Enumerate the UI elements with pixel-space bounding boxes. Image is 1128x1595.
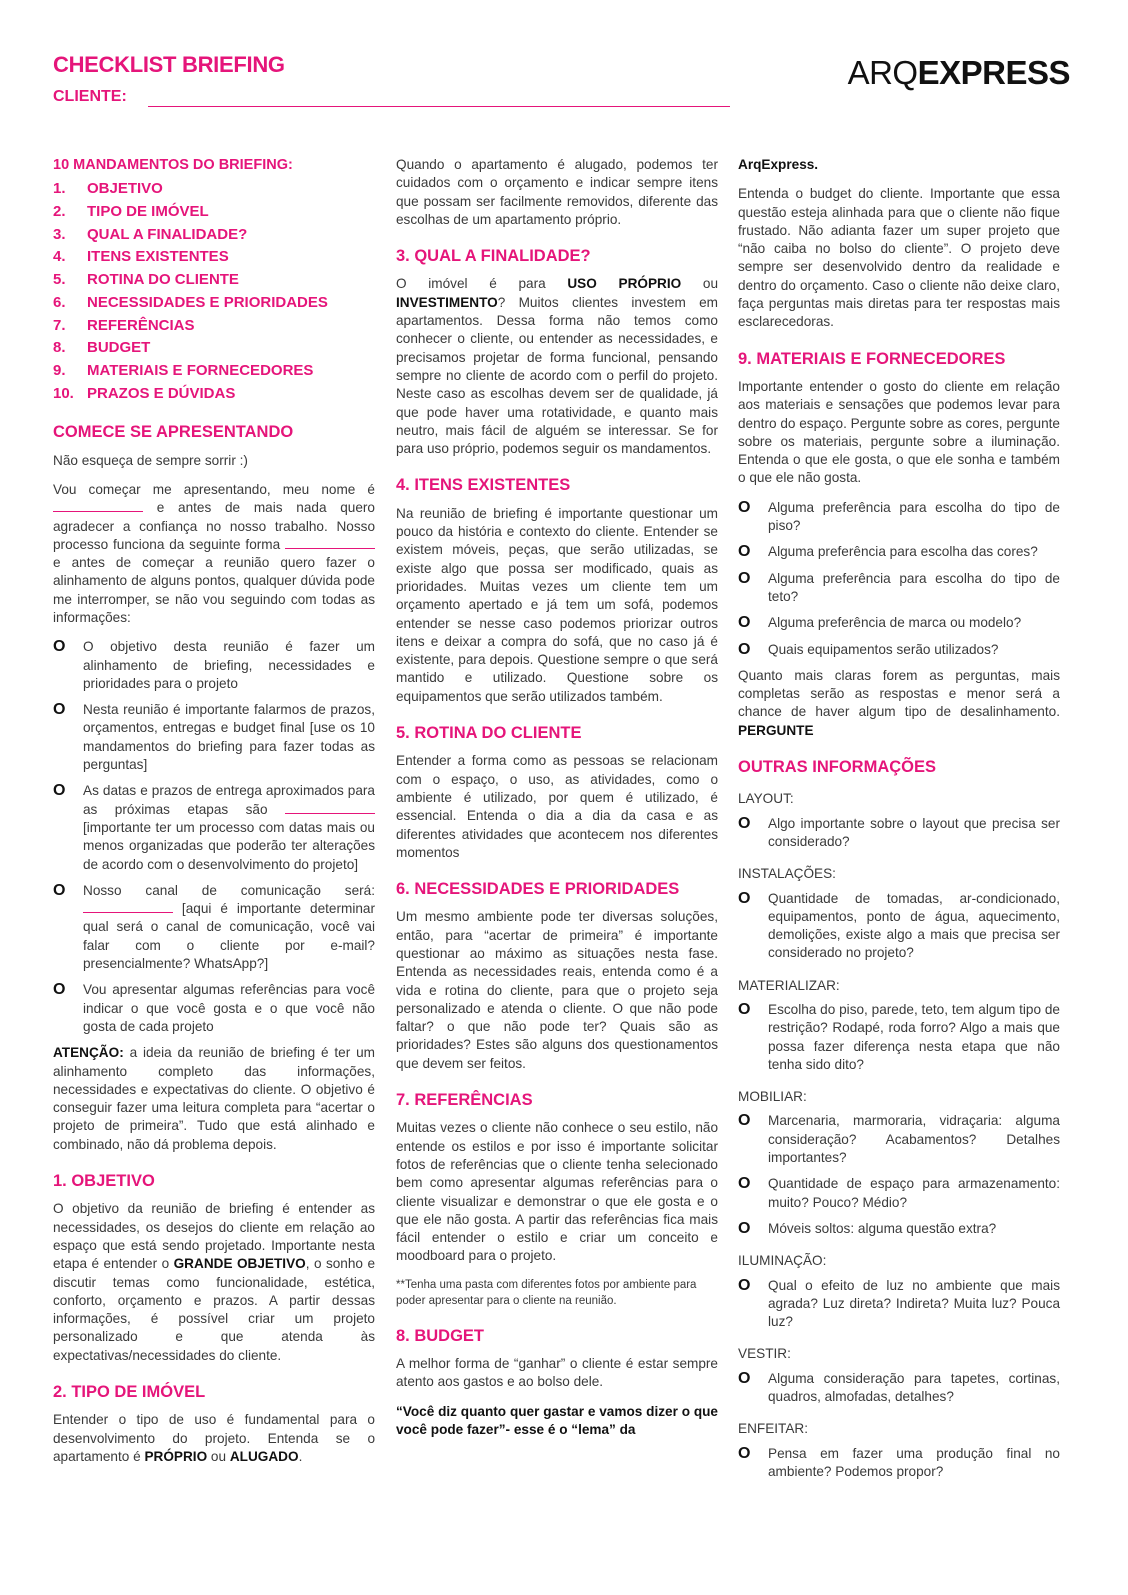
text-run: ou xyxy=(207,1448,230,1464)
fill-in-blank[interactable] xyxy=(285,536,375,549)
section-heading: 2. TIPO DE IMÓVEL xyxy=(53,1382,206,1401)
checkbox-circle-icon[interactable]: O xyxy=(53,638,66,656)
text-run: Quantidade de tomadas, ar-condicionado, equipamentos, ponto de água, aquecimento, demolições, existe algo a mais que precisa ser considerado no projeto? xyxy=(768,890,1060,961)
column-1 xyxy=(53,156,375,1477)
section-heading: 5. ROTINA DO CLIENTE xyxy=(396,724,582,743)
cliente-label: CLIENTE: xyxy=(53,88,127,105)
checklist-text xyxy=(768,641,1060,659)
checklist-text xyxy=(768,815,1060,852)
checklist-item xyxy=(53,981,375,1036)
paragraph xyxy=(396,156,718,229)
mandamento-item xyxy=(53,315,375,338)
paragraph xyxy=(738,378,1060,488)
mandamento-item xyxy=(53,178,375,201)
checkbox-circle-icon[interactable]: O xyxy=(738,889,751,907)
checklist-text xyxy=(768,1277,1060,1332)
checklist-item xyxy=(53,701,375,774)
text-run: Qual o efeito de luz no ambiente que mais agrada? Luz direta? Indireta? Muita luz? Pouca luz? xyxy=(768,1277,1060,1330)
text-run: [importante ter um processo com datas mais ou menos organizadas que poderão ter alterações de acordo com o desenvolvimento do projeto] xyxy=(83,819,375,872)
paragraph xyxy=(53,481,375,627)
mandamento-item xyxy=(53,269,375,292)
text-run: Vou começar me apresentando, meu nome é xyxy=(53,481,375,497)
text-run: [aqui é importante determinar qual será o canal de comunicação, você vai falar com o cliente por e-mail? presencialmente? WhatsApp?] xyxy=(83,901,375,972)
checkbox-circle-icon[interactable]: O xyxy=(53,981,66,999)
paragraph xyxy=(53,1044,375,1154)
text-run: Móveis soltos: alguma questão extra? xyxy=(768,1220,997,1236)
paragraph xyxy=(738,185,1060,331)
text-run: Quando o apartamento é alugado, podemos ter cuidados com o orçamento e indicar sempre itens que possam ser facilmente removidos, diferente das escolhas de um apartamento próprio. xyxy=(396,157,718,227)
mandamento-label: MATERIAIS E FORNECEDORES xyxy=(87,361,314,379)
text-run: Nosso canal de comunicação será: xyxy=(83,882,375,898)
bold-text: ALUGADO xyxy=(229,1448,299,1464)
mandamento-label: ITENS EXISTENTES xyxy=(87,248,229,266)
text-run: e antes de mais nada quero agradecer a confiança no nosso trabalho. Nosso processo funciona da seguinte forma xyxy=(53,500,375,552)
bold-text: INVESTIMENTO xyxy=(396,294,498,310)
section-heading: 1. OBJETIVO xyxy=(53,1172,155,1191)
mandamento-label: QUAL A FINALIDADE? xyxy=(87,225,248,243)
checklist-text xyxy=(768,1220,1060,1238)
text-run: A melhor forma de “ganhar” o cliente é estar sempre atento aos gastos e ao bolso dele. xyxy=(396,1356,718,1390)
paragraph xyxy=(53,452,375,470)
section-heading: 7. REFERÊNCIAS xyxy=(396,1091,533,1110)
bold-text: PERGUNTE xyxy=(738,722,814,738)
text-run: Entender o tipo de uso é fundamental para o desenvolvimento do projeto. Entenda se o apartamento é xyxy=(53,1412,375,1464)
checkbox-circle-icon[interactable]: O xyxy=(738,1000,751,1018)
checklist-item xyxy=(738,1175,1060,1212)
text-run: Vou apresentar algumas referências para você indicar o que você gosta e o que você não gosta de cada projeto xyxy=(83,982,375,1034)
bold-text: GRANDE OBJETIVO xyxy=(173,1256,306,1272)
mandamento-item xyxy=(53,246,375,269)
text-run: Alguma preferência para escolha do tipo de piso? xyxy=(768,499,1060,534)
mandamento-item xyxy=(53,337,375,360)
text-run: Quais equipamentos serão utilizados? xyxy=(768,641,999,657)
checklist-item xyxy=(53,882,375,973)
checklist-item xyxy=(738,890,1060,963)
checkbox-circle-icon[interactable]: O xyxy=(738,1369,751,1387)
subsection-label: INSTALAÇÕES: xyxy=(738,866,836,882)
bold-text: ATENÇÃO: xyxy=(53,1045,124,1061)
text-run: Marcenaria, marmoraria, vidraçaria: alguma consideração? Acabamentos? Detalhes importantes? xyxy=(768,1113,1060,1166)
footnote xyxy=(396,1277,718,1309)
paragraph xyxy=(396,1355,718,1392)
checkbox-circle-icon[interactable]: O xyxy=(53,701,66,719)
checklist-text xyxy=(768,1112,1060,1167)
paragraph xyxy=(53,1200,375,1365)
mandamento-number: 10. xyxy=(53,384,74,402)
section-heading: COMECE SE APRESENTANDO xyxy=(53,423,294,442)
mandamento-label: BUDGET xyxy=(87,339,151,357)
section-heading: 8. BUDGET xyxy=(396,1326,485,1345)
mandamento-label: ROTINA DO CLIENTE xyxy=(87,271,239,289)
cliente-input-line[interactable] xyxy=(148,106,730,107)
mandamento-item xyxy=(53,201,375,224)
text-run: ou xyxy=(681,276,719,292)
paragraph xyxy=(396,908,718,1073)
subsection-label: LAYOUT: xyxy=(738,791,794,807)
section-heading: 9. MATERIAIS E FORNECEDORES xyxy=(738,349,1006,368)
checkbox-circle-icon[interactable]: O xyxy=(738,1219,751,1237)
checkbox-circle-icon[interactable]: O xyxy=(738,569,751,587)
checklist-text xyxy=(768,1445,1060,1482)
text-run: a ideia da reunião de briefing é ter um alinhamento completo das informações, necessidades e expectativas do cliente. O objetivo é conseguir fazer uma leitura completa para “acertar o projeto de primeira”. Tudo que está alinhado e combinado, não dá problema depois. xyxy=(53,1045,375,1152)
text-run: As datas e prazos de entrega aproximados para as próximas etapas são xyxy=(83,783,375,817)
text-run: Importante entender o gosto do cliente em relação aos materiais e sensações que podemos levar para dentro do espaço. Pergunte sobre as cores, pergunte sobre os materiais, pergunte sobre a iluminação. Entenda o que ele gosta, o que ele sonha e também o que ele não gosta. xyxy=(738,378,1060,486)
text-run: Entenda o budget do cliente. Importante que essa questão esteja alinhada para que o cliente não fique frustado. Não adianta fazer um super projeto que “não caiba no bolso do cliente”. O projeto deve sempre ser desenvolvido dentro da realidade e dentro do orçamento. Caso o cliente não deixe claro, faça perguntas mais diretas para ter respostas mais esclarecedoras. xyxy=(738,186,1060,330)
text-run: Alguma consideração para tapetes, cortinas, quadros, almofadas, detalhes? xyxy=(768,1370,1060,1405)
checkbox-circle-icon[interactable]: O xyxy=(53,881,66,899)
checklist-text xyxy=(768,499,1060,536)
paragraph xyxy=(396,505,718,706)
logo-bold: EXPRESS xyxy=(917,54,1070,91)
subsection-label: ILUMINAÇÃO: xyxy=(738,1253,827,1269)
mandamento-number: 4. xyxy=(53,248,66,266)
mandamento-label: PRAZOS E DÚVIDAS xyxy=(87,384,236,402)
checkbox-circle-icon[interactable]: O xyxy=(738,640,751,658)
checklist-text xyxy=(768,1370,1060,1407)
text-run: O objetivo da reunião de briefing é entender as necessidades, os desejos do cliente em relação ao espaço que está sendo projetado. Importante nesta etapa é entender o xyxy=(53,1201,375,1272)
arqexpress-logo xyxy=(848,54,1070,92)
section-heading: 3. QUAL A FINALIDADE? xyxy=(396,247,591,266)
section-heading: OUTRAS INFORMAÇÕES xyxy=(738,758,936,777)
checklist-item xyxy=(738,1001,1060,1074)
bold-text: “Você diz quanto quer gastar e vamos dizer o que você pode fazer”- esse é o “lema” da xyxy=(396,1403,718,1437)
checkbox-circle-icon[interactable]: O xyxy=(738,1444,751,1462)
subsection-label: VESTIR: xyxy=(738,1346,791,1362)
paragraph xyxy=(396,1119,718,1265)
checklist-text xyxy=(768,570,1060,607)
checklist-item xyxy=(738,570,1060,607)
checklist-text xyxy=(83,981,375,1036)
fill-in-blank[interactable] xyxy=(285,801,375,814)
column-3 xyxy=(738,156,1060,1489)
text-run: Algo importante sobre o layout que precisa ser considerado? xyxy=(768,815,1060,849)
text-run: O imóvel é para xyxy=(396,276,568,292)
bold-text: USO PRÓPRIO xyxy=(567,276,682,292)
bold-text: ArqExpress. xyxy=(738,157,819,172)
text-run: Quanto mais claras forem as perguntas, mais completas serão as respostas e menor será a chance de haver algum tipo de desalinhamento. xyxy=(738,667,1060,720)
section-heading: 10 MANDAMENTOS DO BRIEFING: xyxy=(53,157,293,173)
paragraph xyxy=(738,156,1060,174)
checklist-text xyxy=(768,1001,1060,1074)
checklist-item xyxy=(738,1112,1060,1167)
checkbox-circle-icon[interactable]: O xyxy=(53,782,66,800)
mandamento-number: 8. xyxy=(53,339,66,357)
mandamento-label: TIPO DE IMÓVEL xyxy=(87,203,209,220)
subsection-label: MOBILIAR: xyxy=(738,1089,807,1105)
subsection-label: ENFEITAR: xyxy=(738,1421,808,1437)
subsection-label: MATERIALIZAR: xyxy=(738,977,840,993)
text-run: Alguma preferência de marca ou modelo? xyxy=(768,615,1022,631)
checklist-item xyxy=(738,641,1060,659)
text-run: Quantidade de espaço para armazenamento: muito? Pouco? Médio? xyxy=(768,1176,1060,1210)
checkbox-circle-icon[interactable]: O xyxy=(738,1276,751,1294)
paragraph xyxy=(53,1411,375,1466)
mandamento-number: 1. xyxy=(53,180,66,198)
checklist-item xyxy=(53,638,375,693)
checkbox-circle-icon[interactable]: O xyxy=(738,1112,751,1130)
paragraph xyxy=(396,752,718,862)
checklist-text xyxy=(83,882,375,973)
text-run: Alguma preferência para escolha das cores? xyxy=(768,544,1038,560)
paragraph xyxy=(396,1403,718,1440)
checklist-item xyxy=(738,1277,1060,1332)
text-run: O objetivo desta reunião é fazer um alinhamento de briefing, necessidades e prioridades para o projeto xyxy=(83,639,375,691)
checklist-item xyxy=(738,1220,1060,1238)
checklist-text xyxy=(768,543,1060,561)
mandamento-label: NECESSIDADES E PRIORIDADES xyxy=(87,293,328,311)
checklist-text xyxy=(83,782,375,873)
text-run: Entender a forma como as pessoas se relacionam com o espaço, o uso, as atividades, como o ambiente é utilizado, por quem é utilizado, é essencial. Entenda o dia a dia da casa e as diferentes atividades que acontecem nos diferentes momentos xyxy=(396,753,718,860)
bold-text: PRÓPRIO xyxy=(144,1448,208,1464)
mandamento-number: 5. xyxy=(53,271,66,289)
paragraph xyxy=(738,667,1060,740)
checklist-text xyxy=(768,890,1060,963)
text-run: Muitas vezes o cliente não conhece o seu estilo, não entende os estilos e por isso é importante solicitar fotos de referências que o cliente tenha selecionado bem como apresentar algumas referências para o cliente visualizar e demonstrar o que ele gosta e o que ele não gosta. A partir das referências fica mais fácil entender o estilo e criar um conceito e moodboard para o projeto. xyxy=(396,1120,718,1264)
text-run: Um mesmo ambiente pode ter diversas soluções, então, para “acertar de primeira” é importante questionar ao máximo as situações nesta fase. Entenda as necessidades reais, entenda como é a vida e rotina do cliente, para que o projeto seja personalizado e atenda o cliente. O que não pode faltar? o que não pode ter? Quais são as prioridades? Estes são alguns dos questionamentos que devem ser feitos. xyxy=(396,909,718,1071)
text-run: e antes de começar a reunião quero fazer o alinhamento de alguns pontos, qualquer dúvida pode me interromper, se não vou seguindo com todas as informações: xyxy=(53,555,375,625)
text-run: Nesta reunião é importante falarmos de prazos, orçamentos, entregas e budget final [use os 10 mandamentos do briefing para fazer todas as perguntas] xyxy=(83,702,375,773)
fill-in-blank[interactable] xyxy=(53,499,143,512)
checklist-item xyxy=(738,1445,1060,1482)
mandamento-number: 7. xyxy=(53,316,66,334)
checklist-text xyxy=(768,614,1060,632)
checkbox-circle-icon[interactable]: O xyxy=(738,814,751,832)
mandamento-label: REFERÊNCIAS xyxy=(87,316,195,334)
text-run: . xyxy=(298,1448,303,1464)
checklist-text xyxy=(768,1175,1060,1212)
checklist-item xyxy=(738,614,1060,632)
text-run: Escolha do piso, parede, teto, tem algum tipo de restrição? Rodapé, roda forro? Algo a mais que possa fazer diferença nesta etapa que não tenha sido dito? xyxy=(768,1001,1060,1072)
mandamento-number: 6. xyxy=(53,293,66,311)
section-heading: 6. NECESSIDADES E PRIORIDADES xyxy=(396,880,680,899)
mandamento-item xyxy=(53,383,375,406)
mandamento-number: 3. xyxy=(53,225,66,243)
document-title: CHECKLIST BRIEFING xyxy=(53,52,285,77)
checklist-text xyxy=(83,638,375,693)
mandamento-item xyxy=(53,224,375,247)
mandamento-label: OBJETIVO xyxy=(87,180,163,198)
paragraph xyxy=(396,275,718,458)
checkbox-circle-icon[interactable]: O xyxy=(738,1175,751,1193)
checklist-item xyxy=(738,815,1060,852)
mandamento-item xyxy=(53,360,375,383)
checklist-item xyxy=(738,1370,1060,1407)
fill-in-blank[interactable] xyxy=(83,900,173,913)
checklist-text xyxy=(83,701,375,774)
text-run: Pensa em fazer uma produção final no ambiente? Podemos propor? xyxy=(768,1445,1060,1479)
logo-thin: ARQ xyxy=(847,54,918,91)
text-run: Na reunião de briefing é importante questionar um pouco da história e contexto do cliente. Entender se existem móveis, peças, que serão utilizadas, se existe algo que possa ser modificado, quais as prioridades. Muitas vezes um cliente tem um orçamento apertado e já tem um sofá, podemos entender se nesse caso podemos priorizar outros itens e deixar a compra do sofá, que no caso já é existente, para depois. Questione sempre o que será mantido e utilizado. Questione sobre os equipamentos que serão utilizados também. xyxy=(396,505,718,704)
mandamento-number: 2. xyxy=(53,203,66,220)
text-run: ? Muitos clientes investem em apartamentos. Dessa forma não temos como conhecer o cliente, ou entender as necessidades, e precisamos projetar de forma funcional, pensando sempre no cliente de acordo com o perfil do projeto. Neste caso as escolhas devem ser de qualidade, já que pode haver uma rotatividade, e quanto mais neutro, mais fácil de alguém se interessar. Se for para uso próprio, podemos seguir os mandamentos. xyxy=(396,294,718,457)
checklist-item xyxy=(738,499,1060,536)
mandamento-number: 9. xyxy=(53,361,66,379)
text-run: Alguma preferência para escolha do tipo de teto? xyxy=(768,570,1060,604)
checklist-item xyxy=(738,543,1060,561)
checkbox-circle-icon[interactable]: O xyxy=(738,498,751,516)
checkbox-circle-icon[interactable]: O xyxy=(738,543,751,561)
text-run: **Tenha uma pasta com diferentes fotos por ambiente para poder apresentar para o cliente na reunião. xyxy=(396,1278,697,1307)
checklist-item xyxy=(53,782,375,873)
column-2 xyxy=(396,156,718,1450)
text-run: , o sonho e discutir temas como funcionalidade, estética, conforto, orçamento e prazos. A partir dessas informações, é possível criar um projeto personalizado e que atenda às expectativas/necessidades do cliente. xyxy=(53,1256,375,1363)
checkbox-circle-icon[interactable]: O xyxy=(738,614,751,632)
text-run: Não esqueça de sempre sorrir :) xyxy=(53,452,248,468)
mandamento-item xyxy=(53,292,375,315)
section-heading: 4. ITENS EXISTENTES xyxy=(396,476,571,495)
